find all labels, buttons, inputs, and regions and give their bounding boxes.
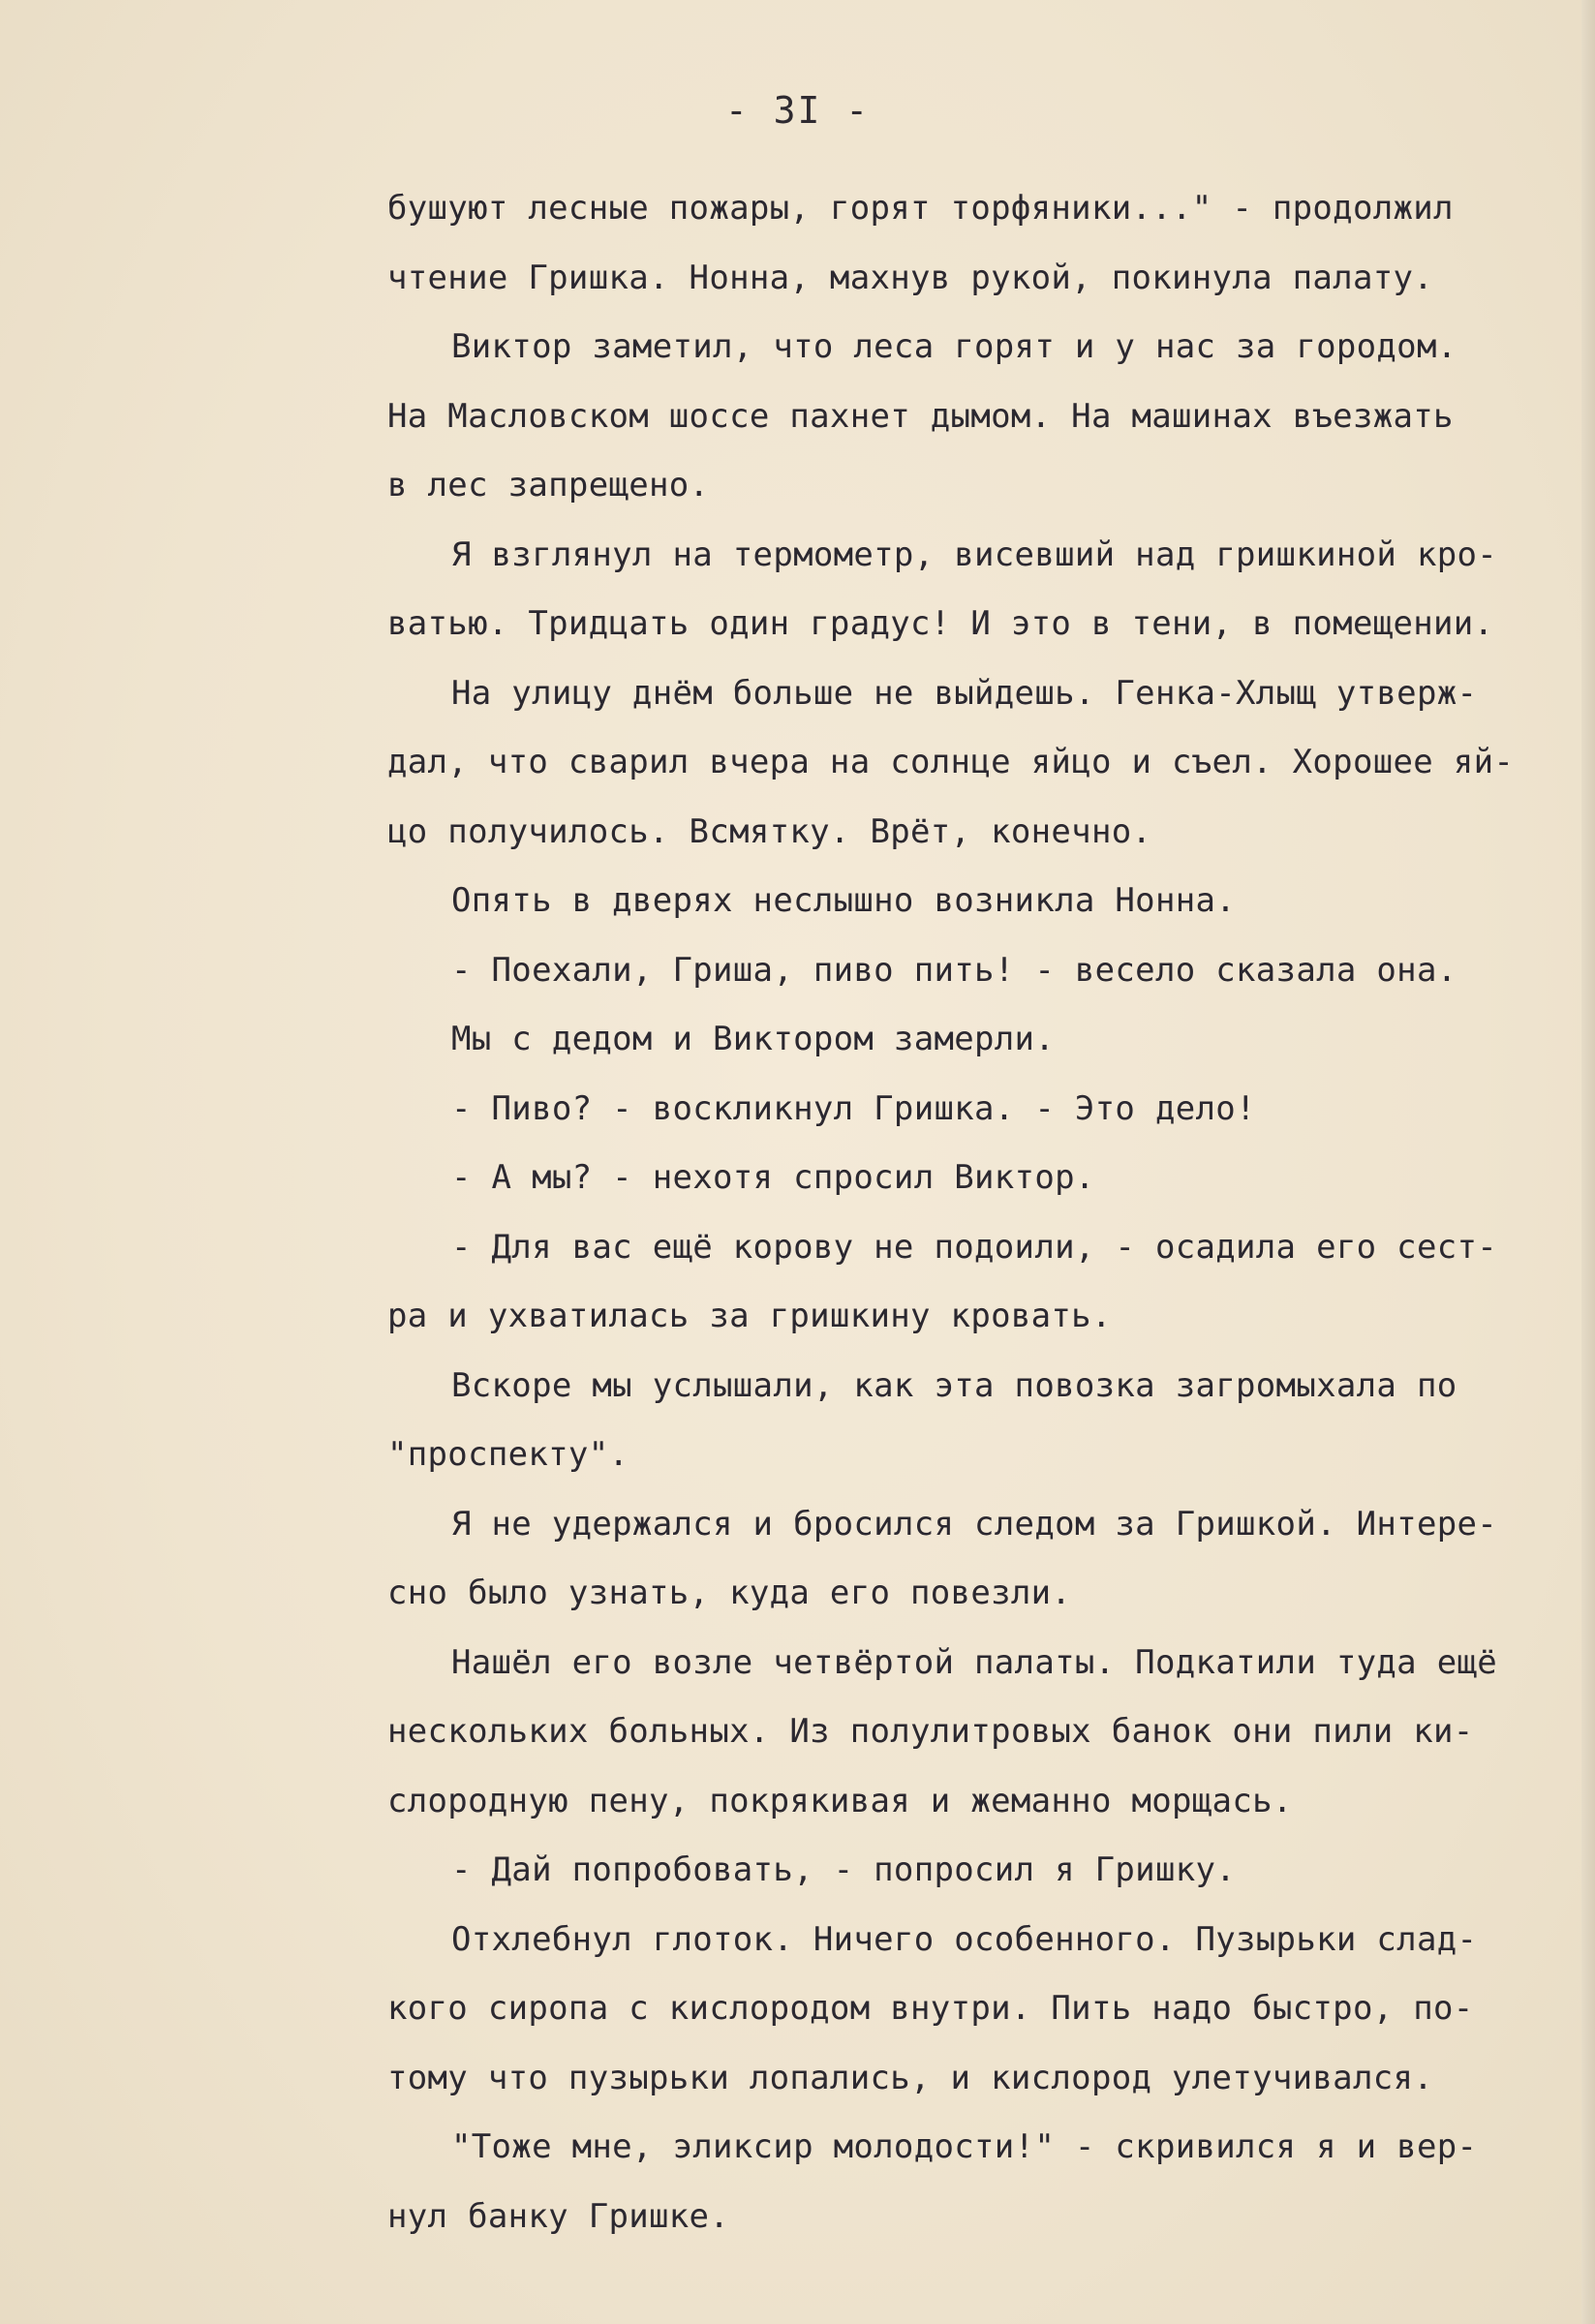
text-line: - Поехали, Гриша, пиво пить! - весело сказала она. [451, 950, 1457, 990]
text-line: - Для вас ещё корову не подоили, - осадила его сест- [451, 1227, 1498, 1267]
text-line: цо получилось. Всмятку. Врёт, конечно. [387, 811, 1152, 851]
text-line: Нашёл его возле четвёртой палаты. Подкатили туда ещё [451, 1642, 1498, 1682]
text-line: - А мы? - нехотя спросил Виктор. [451, 1158, 1095, 1197]
text-line: "Тоже мне, эликсир молодости!" - скривился я и вер- [451, 2127, 1478, 2166]
text-line: Я не удержался и бросился следом за Гришкой. Интере- [451, 1504, 1498, 1544]
text-line: Вскоре мы услышали, как эта повозка загромыхала по [451, 1365, 1457, 1405]
body-text [387, 174, 1559, 2251]
text-line: кого сиропа с кислородом внутри. Пить надо быстро, по- [387, 1989, 1474, 2028]
text-line: Отхлебнул глоток. Ничего особенного. Пузырьки слад- [451, 1919, 1478, 1959]
text-line: На Масловском шоссе пахнет дымом. На машинах въезжать [387, 396, 1454, 436]
text-line: "проспекту". [387, 1435, 629, 1474]
text-line: сно было узнать, куда его повезли. [387, 1574, 1072, 1612]
text-line: ра и ухватилась за гришкину кровать. [387, 1297, 1112, 1335]
page-edge [1581, 0, 1595, 2324]
text-line: Я взглянул на термометр, висевший над гришкиной кро- [451, 535, 1498, 574]
text-line: Мы с дедом и Виктором замерли. [451, 1020, 1056, 1058]
text-line: слородную пену, покрякивая и жеманно морщась. [387, 1781, 1293, 1820]
text-line: На улицу днём больше не выйдешь. Генка-Хлыщ утверж- [451, 673, 1478, 713]
page-number: - 3I - [724, 89, 871, 132]
text-line: дал, что сварил вчера на солнце яйцо и съел. Хорошее яй- [387, 743, 1515, 781]
text-line: Виктор заметил, что леса горят и у нас за городом. [451, 327, 1457, 366]
text-line: ватью. Тридцать один градус! И это в тени, в помещении. [387, 604, 1494, 643]
text-line: - Дай попробовать, - попросил я Гришку. [451, 1850, 1237, 1889]
text-line: нескольких больных. Из полулитровых банок они пили ки- [387, 1712, 1474, 1751]
text-line: нул банку Гришке. [387, 2196, 730, 2236]
text-line: - Пиво? - воскликнул Гришка. - Это дело! [451, 1088, 1256, 1128]
text-line: тому что пузырьки лопались, и кислород улетучивался. [387, 2058, 1434, 2097]
text-line: Опять в дверях неслышно возникла Нонна. [451, 881, 1237, 920]
text-line: в лес запрещено. [387, 466, 710, 505]
text-line: чтение Гришка. Нонна, махнув рукой, покинула палату. [387, 258, 1434, 297]
text-line: бушуют лесные пожары, горят торфяники..." - продолжил [387, 189, 1454, 228]
